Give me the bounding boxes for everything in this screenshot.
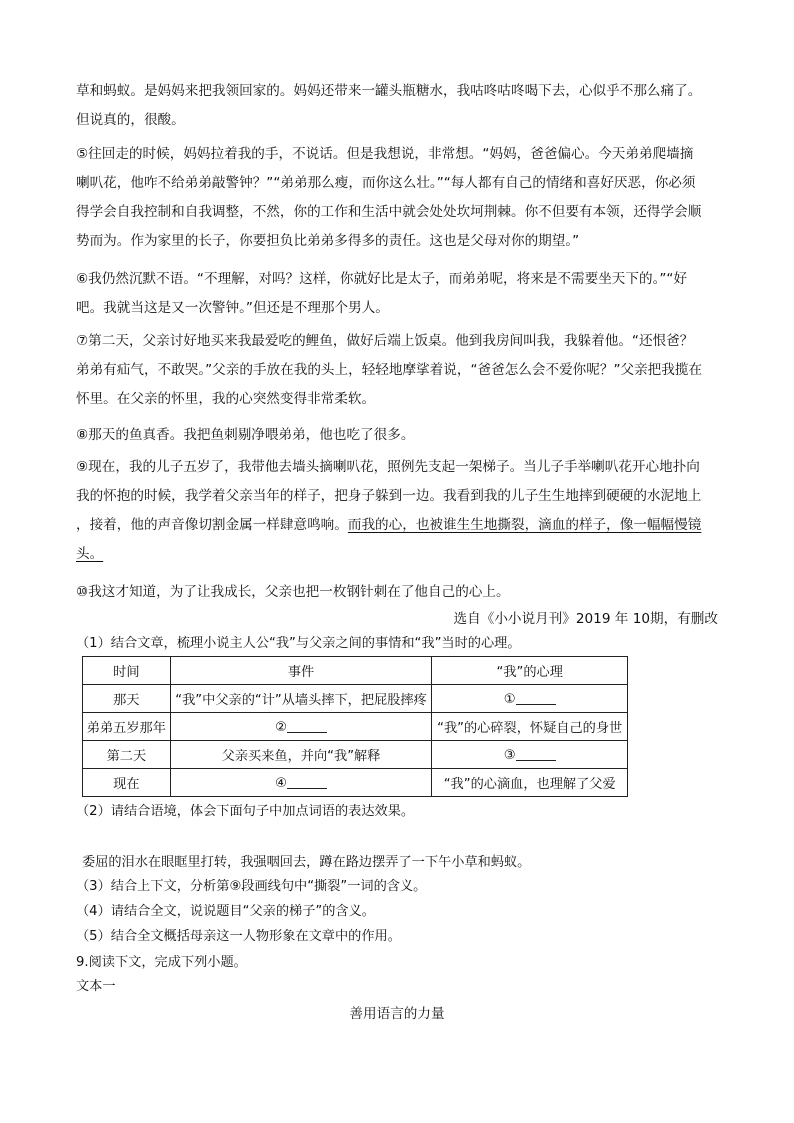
text-line: 弟弟有疝气，不敢哭。”父亲的手放在我的头上，轻轻地摩挲着说，“爸爸怎么会不爱你呢？”父亲把我揽在 <box>76 362 703 378</box>
blank-number: ③ <box>503 748 516 763</box>
cell-mind: “我”的心碎裂，怀疑自己的身世 <box>432 713 628 741</box>
underlined-sentence: 而我的心，也被谁生生地撕裂，滴血的样子，像一幅幅慢镜 <box>347 517 702 533</box>
story-paragraph-continued <box>76 77 726 135</box>
blank-number: ① <box>503 692 516 707</box>
cell-event-blank[interactable] <box>170 769 432 797</box>
fill-in-blank[interactable] <box>516 746 556 761</box>
question-5: （5）结合全文概括母亲这一人物形象在文章中的作用。 <box>76 929 401 944</box>
answer-table <box>82 656 628 797</box>
cell-event: “我”中父亲的“计”从墙头摔下，把屁股摔疼 <box>170 685 432 713</box>
text-line: ⑥我仍然沉默不语。“不理解，对吗？这样，你就好比是太子，而弟弟呢，将来是不需要坐天下的。”“好 <box>76 271 688 287</box>
cell-event: 父亲买来鱼，并向“我”解释 <box>170 741 432 769</box>
cell-time: 弟弟五岁那年 <box>83 713 171 741</box>
header-time: 时间 <box>83 657 171 685</box>
cell-time: 那天 <box>83 685 171 713</box>
story-paragraph-5 <box>76 140 726 256</box>
fill-in-blank[interactable] <box>516 690 556 705</box>
cell-time: 现在 <box>83 769 171 797</box>
cell-time: 第二天 <box>83 741 171 769</box>
story-paragraph-8 <box>76 421 726 450</box>
header-mind: “我”的心理 <box>432 657 628 685</box>
question-2-sentence: 委屈的泪水在眼眶里打转，我强咽回去，蹲在路边摆弄了一下午小草和蚂蚁。 <box>82 855 531 870</box>
story-paragraph-7 <box>76 327 726 414</box>
table-row <box>83 685 628 713</box>
text-line: ⑦第二天，父亲讨好地买来我最爱吃的鲤鱼，做好后端上饭桌。他到我房间叫我，我躲着他。“还恨爸？ <box>76 333 694 349</box>
text-line: 得学会自我控制和自我调整，不然，你的工作和生活中就会处处坎坷荆棘。你不但要有本领，还得学会顺 <box>76 204 702 220</box>
fill-in-blank[interactable] <box>287 774 327 789</box>
text-section-label: 文本一 <box>76 979 116 994</box>
text-line: 但说真的，很酸。 <box>76 112 185 128</box>
text-line: 怀里。在父亲的怀里，我的心突然变得非常柔软。 <box>76 391 376 407</box>
table-row <box>83 741 628 769</box>
question-4: （4）请结合全文，说说题目“父亲的梯子”的含义。 <box>76 904 375 919</box>
table-row <box>83 713 628 741</box>
table-row <box>83 769 628 797</box>
fill-in-blank[interactable] <box>287 718 327 733</box>
text-line: ⑧那天的鱼真香。我把鱼刺剔净喂弟弟，他也吃了很多。 <box>76 427 415 443</box>
cell-mind-blank[interactable] <box>432 741 628 769</box>
text-line: ⑩我这才知道，为了让我成长，父亲也把一枚钢针刺在了他自己的心上。 <box>76 584 510 600</box>
table-header-row <box>83 657 628 685</box>
blank-number: ② <box>275 720 287 735</box>
question-3: （3）结合上下文，分析第⑨段画线句中“撕裂”一词的含义。 <box>76 879 427 894</box>
cell-mind: “我”的心滴血，也理解了父爱 <box>432 769 628 797</box>
text-line <box>76 540 726 569</box>
text-line <box>76 511 726 540</box>
text-line: 吧。我就当这是又一次警钟。”但还是不理那个男人。 <box>76 300 389 316</box>
question-2: （2）请结合语境，体会下面句子中加点词语的表达效果。 <box>76 804 415 819</box>
text-line: 我的怀抱的时候，我学着父亲当年的样子，把身子躲到一边。我看到我的儿子生生地摔到硬硬的水泥地上 <box>76 488 702 504</box>
story-paragraph-10 <box>76 578 726 607</box>
text-line: 势而为。作为家里的长子，你要担负比弟弟多得多的责任。这也是父母对你的期望。” <box>76 233 580 249</box>
text-line: ⑤往回走的时候，妈妈拉着我的手，不说话。但是我想说，非常想。“妈妈，爸爸偏心。今天弟弟爬墙摘 <box>76 146 694 162</box>
article-title: 善用语言的力量 <box>349 1006 445 1022</box>
text-line: 草和蚂蚁。是妈妈来把我领回家的。妈妈还带来一罐头瓶糖水，我咕咚咕咚喝下去，心似乎不那么痛了。 <box>76 83 702 99</box>
header-event: 事件 <box>170 657 432 685</box>
question-9: 9.阅读下文，完成下列小题。 <box>76 955 247 970</box>
blank-number: ④ <box>275 776 287 791</box>
text-line: ⑨现在，我的儿子五岁了，我带他去墙头摘喇叭花，照例先支起一架梯子。当儿子手举喇叭花开心地扑向 <box>76 459 700 475</box>
story-paragraph-9 <box>76 453 726 569</box>
text-segment: ，接着，他的声音像切割金属一样肆意鸣响。 <box>76 517 348 533</box>
story-paragraph-6 <box>76 265 726 323</box>
source-attribution: 选自《小小说月刊》2019 年 10期，有删改 <box>453 611 718 627</box>
text-line: 喇叭花，他咋不给弟弟敲警钟？”“弟弟那么瘦，而你这么壮。”“每人都有自己的情绪和喜好厌恶，你必须 <box>76 175 696 191</box>
cell-event-blank[interactable] <box>170 713 432 741</box>
cell-mind-blank[interactable] <box>432 685 628 713</box>
question-1: （1）结合文章，梳理小说主人公“我”与父亲之间的事情和“我”当时的心理。 <box>76 636 521 651</box>
underlined-sentence-end: 头。 <box>76 546 104 562</box>
